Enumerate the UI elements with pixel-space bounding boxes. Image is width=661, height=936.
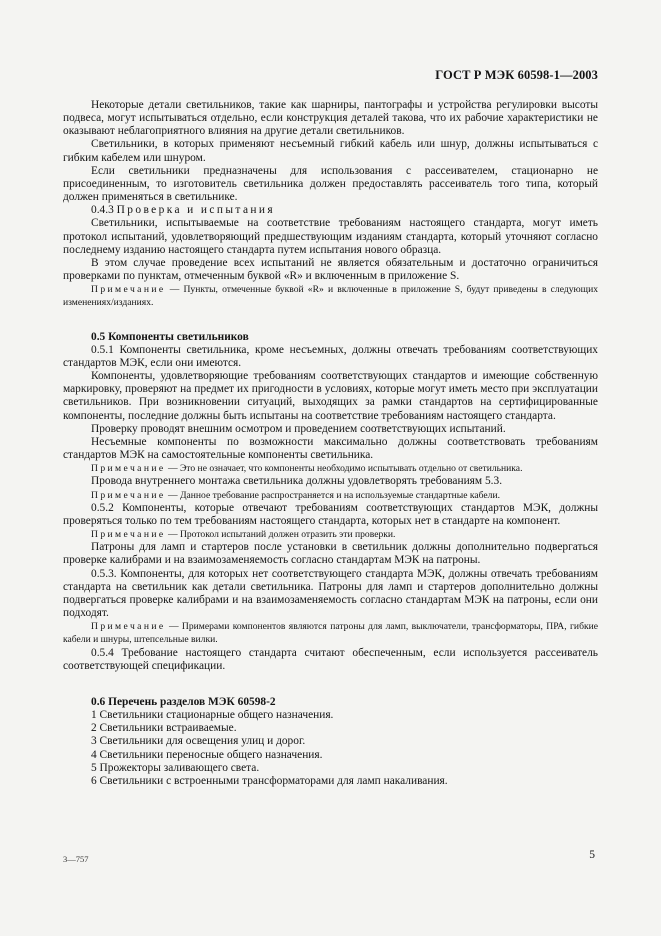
list-item: 3 Светильники для освещения улиц и дорог.	[91, 735, 306, 748]
subsection-number: 0.4.3	[91, 204, 114, 217]
page-number: 5	[589, 849, 595, 861]
note	[63, 283, 598, 309]
list-item: 6 Светильники с встроенными трансформаторами для ламп накаливания.	[91, 774, 448, 787]
paragraph: Провода внутреннего монтажа светильника должны удовлетворять требованиям 5.3.	[91, 475, 503, 488]
paragraph: Если светильники предназначены для использования с рассеивателем, стационарно не присоединенным, то изготовитель светильника должен предоставлять рассеиватель того типа, который должен применяться в светильнике.	[63, 164, 598, 204]
section-list	[63, 709, 598, 788]
paragraph: Светильники, испытываемые на соответствие требованиям настоящего стандарта, могут иметь протокол испытаний, удовлетворяющий предшествующим изданиям стандарта, который уточняют согласно последнему изданию настоящего стандарта путем испытания нового образца.	[63, 217, 598, 256]
paragraph: Патроны для ламп и стартеров после установки в светильник должны дополнительно подвергаться проверке калибрами и на взаимозаменяемость согласно стандартам МЭК на патроны.	[63, 541, 598, 567]
note-label: Примечание	[91, 621, 166, 633]
paragraph: Проверку проводят внешним осмотром и проведением соответствующих испытаний.	[91, 422, 506, 435]
note	[63, 489, 598, 502]
paragraph: 0.5.3. Компоненты, для которых нет соответствующего стандарта МЭК, должны отвечать требованиям стандарта на светильник как детали светильника. Патроны для ламп и стартеров дополнительно должны подвергаться проверке калибрами и на взаимозаменяемость согласно стандартам МЭК на патроны, если они подходят.	[63, 567, 598, 620]
list-item: 2 Светильники встраиваемые.	[91, 722, 237, 735]
list-item: 1 Светильники стационарные общего назначения.	[91, 709, 334, 722]
paragraph: 0.5.2 Компоненты, которые отвечают требованиям соответствующих стандартов МЭК, должны проверяться только по тем требованиям настоящего стандарта, которых нет в стандарте на компонент.	[63, 501, 598, 527]
paragraph: Светильники, в которых применяют несъемный гибкий кабель или шнур, должны испытываться с гибким кабелем или шнуром.	[63, 138, 598, 164]
print-code: 3—757	[63, 854, 89, 864]
section-heading: 0.6 Перечень разделов МЭК 60598-2	[91, 695, 276, 708]
note	[63, 528, 598, 541]
paragraph: 0.5.1 Компоненты светильника, кроме несъемных, должны отвечать требованиям соответствующих стандартов МЭК, если они имеются.	[63, 343, 598, 369]
note-text: — Это не означает, что компоненты необходимо испытывать отдельно от светильника.	[167, 463, 523, 475]
note-text: — Пункты, отмеченные буквой «R» и включенные в приложение S, будут приведены в следующих изменениях/изданиях.	[63, 284, 599, 309]
paragraph: Компоненты, удовлетворяющие требованиям соответствующих стандартов и имеющие собственную маркировку, проверяют на предмет их пригодности в условиях, которые могут иметь место при эксплуатации светильников. При возникновении ситуаций, выходящих за рамки стандартов на сертифицированные компоненты, последние должны быть испытаны на соответствие требованиям настоящего стандарта.	[63, 370, 598, 422]
list-item: 5 Прожекторы заливающего света.	[91, 761, 260, 774]
note-label: Примечание	[91, 529, 166, 541]
subsection-heading	[63, 204, 598, 217]
paragraph: Несъемные компоненты по возможности максимально должны соответствовать требованиям стандартов МЭК на самостоятельные компоненты светильника.	[63, 435, 598, 461]
list-item: 4 Светильники переносные общего назначения.	[91, 748, 323, 761]
running-header: ГОСТ Р МЭК 60598-1—2003	[435, 68, 598, 82]
note	[63, 620, 598, 646]
note-label: Примечание	[91, 463, 166, 475]
subsection-title: Проверка и испытания	[116, 204, 276, 217]
paragraph: Некоторые детали светильников, такие как шарниры, пантографы и устройства регулировки высоты подвеса, могут испытываться отдельно, если конструкция деталей такова, что их рабочие характеристики не оказывают неблагоприятного влияния на другие детали светильников.	[63, 99, 598, 138]
note-label: Примечание	[91, 284, 166, 296]
note-text: — Протокол испытаний должен отразить эти проверки.	[167, 529, 396, 541]
note-text: — Данное требование распространяется и на используемые стандартные кабели.	[167, 489, 500, 501]
paragraph: В этом случае проведение всех испытаний не является обязательным и достаточно ограничиться проверками по пунктам, отмеченным буквой «R» и включенным в приложение S.	[63, 256, 598, 283]
page-body	[63, 99, 598, 788]
note-label: Примечание	[91, 489, 166, 501]
section-heading: 0.5 Компоненты светильников	[91, 330, 249, 343]
paragraph: 0.5.4 Требование настоящего стандарта считают обеспеченным, если используется рассеиватель соответствующей спецификации.	[63, 646, 598, 672]
note-text: — Примерами компонентов являются патроны для ламп, выключатели, трансформаторы, ПРА, гибкие кабели и шнуры, штепсельные вилки.	[63, 621, 598, 646]
note	[63, 462, 598, 475]
